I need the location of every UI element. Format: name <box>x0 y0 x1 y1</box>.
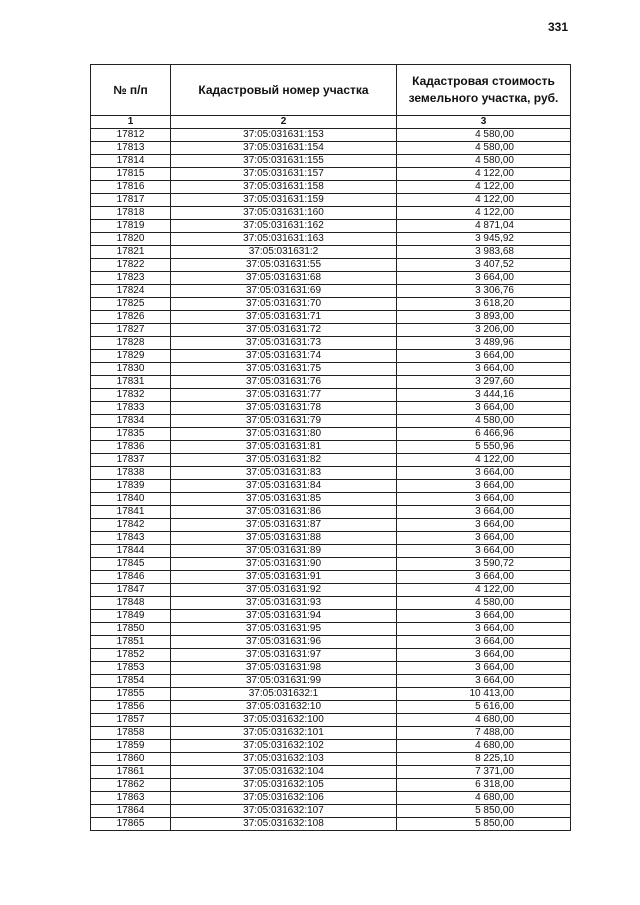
cadastral-number-cell: 37:05:031631:163 <box>171 233 397 246</box>
row-number-cell: 17824 <box>91 285 171 298</box>
cadastral-value-cell: 4 122,00 <box>397 454 571 467</box>
row-number-cell: 17853 <box>91 662 171 675</box>
row-number-cell: 17856 <box>91 701 171 714</box>
table-row <box>91 571 571 584</box>
row-number-cell: 17826 <box>91 311 171 324</box>
cadastral-value-cell: 3 664,00 <box>397 350 571 363</box>
table-row <box>91 233 571 246</box>
row-number-cell: 17841 <box>91 506 171 519</box>
cadastral-number-cell: 37:05:031631:155 <box>171 155 397 168</box>
page-number: 331 <box>548 20 569 34</box>
row-number-cell: 17823 <box>91 272 171 285</box>
cadastral-number-cell: 37:05:031631:81 <box>171 441 397 454</box>
row-number-cell: 17837 <box>91 454 171 467</box>
table-row <box>91 675 571 688</box>
row-number-cell: 17854 <box>91 675 171 688</box>
cadastral-number-cell: 37:05:031631:86 <box>171 506 397 519</box>
table-row <box>91 493 571 506</box>
table-row <box>91 740 571 753</box>
cadastral-value-cell: 3 444,16 <box>397 389 571 402</box>
table-row <box>91 168 571 181</box>
row-number-cell: 17855 <box>91 688 171 701</box>
row-number-cell: 17842 <box>91 519 171 532</box>
cadastral-value-cell: 3 664,00 <box>397 519 571 532</box>
table-row <box>91 623 571 636</box>
row-number-cell: 17857 <box>91 714 171 727</box>
column-index: 1 <box>91 116 171 129</box>
cadastral-value-cell: 4 580,00 <box>397 597 571 610</box>
table-row <box>91 467 571 480</box>
cadastral-number-cell: 37:05:031631:96 <box>171 636 397 649</box>
table-row <box>91 324 571 337</box>
table-row <box>91 246 571 259</box>
row-number-cell: 17827 <box>91 324 171 337</box>
table-row <box>91 363 571 376</box>
row-number-cell: 17818 <box>91 207 171 220</box>
table-row <box>91 428 571 441</box>
row-number-cell: 17859 <box>91 740 171 753</box>
cadastral-number-cell: 37:05:031632:1 <box>171 688 397 701</box>
row-number-cell: 17861 <box>91 766 171 779</box>
cadastral-value-cell: 4 122,00 <box>397 181 571 194</box>
cadastral-value-cell: 4 580,00 <box>397 415 571 428</box>
cadastral-value-cell: 4 871,04 <box>397 220 571 233</box>
table-row <box>91 610 571 623</box>
cadastral-number-cell: 37:05:031631:158 <box>171 181 397 194</box>
row-number-cell: 17852 <box>91 649 171 662</box>
cadastral-number-cell: 37:05:031632:104 <box>171 766 397 779</box>
cadastral-number-cell: 37:05:031631:79 <box>171 415 397 428</box>
table-row <box>91 415 571 428</box>
column-index: 3 <box>397 116 571 129</box>
row-number-cell: 17822 <box>91 259 171 272</box>
cadastral-number-cell: 37:05:031632:100 <box>171 714 397 727</box>
table-row <box>91 766 571 779</box>
row-number-cell: 17819 <box>91 220 171 233</box>
row-number-cell: 17834 <box>91 415 171 428</box>
cadastral-value-cell: 3 664,00 <box>397 636 571 649</box>
row-number-cell: 17846 <box>91 571 171 584</box>
cadastral-number-cell: 37:05:031632:108 <box>171 818 397 831</box>
table-row <box>91 194 571 207</box>
table-row <box>91 649 571 662</box>
cadastral-number-cell: 37:05:031632:107 <box>171 805 397 818</box>
column-index: 2 <box>171 116 397 129</box>
table-row <box>91 701 571 714</box>
cadastral-value-cell: 6 318,00 <box>397 779 571 792</box>
table-row <box>91 142 571 155</box>
table-row <box>91 298 571 311</box>
cadastral-number-cell: 37:05:031631:159 <box>171 194 397 207</box>
cadastral-value-cell: 3 664,00 <box>397 649 571 662</box>
cadastral-number-cell: 37:05:031631:94 <box>171 610 397 623</box>
row-number-cell: 17858 <box>91 727 171 740</box>
table-row <box>91 337 571 350</box>
column-index-row <box>91 116 571 129</box>
row-number-cell: 17830 <box>91 363 171 376</box>
row-number-cell: 17814 <box>91 155 171 168</box>
cadastral-number-cell: 37:05:031631:72 <box>171 324 397 337</box>
cadastral-number-cell: 37:05:031631:88 <box>171 532 397 545</box>
cadastral-value-cell: 3 407,52 <box>397 259 571 272</box>
header-cadastral-value: Кадастровая стоимость земельного участка, руб. <box>397 65 571 116</box>
cadastral-value-cell: 3 664,00 <box>397 363 571 376</box>
table-row <box>91 129 571 142</box>
table-row <box>91 714 571 727</box>
cadastral-number-cell: 37:05:031632:101 <box>171 727 397 740</box>
table-row <box>91 285 571 298</box>
cadastral-value-cell: 4 680,00 <box>397 792 571 805</box>
table-row <box>91 259 571 272</box>
row-number-cell: 17863 <box>91 792 171 805</box>
cadastral-value-cell: 3 664,00 <box>397 675 571 688</box>
cadastral-value-cell: 4 122,00 <box>397 207 571 220</box>
cadastral-value-cell: 3 664,00 <box>397 480 571 493</box>
cadastral-value-cell: 5 616,00 <box>397 701 571 714</box>
row-number-cell: 17840 <box>91 493 171 506</box>
cadastral-value-cell: 10 413,00 <box>397 688 571 701</box>
table-row <box>91 311 571 324</box>
row-number-cell: 17848 <box>91 597 171 610</box>
row-number-cell: 17828 <box>91 337 171 350</box>
cadastral-number-cell: 37:05:031632:106 <box>171 792 397 805</box>
cadastral-value-cell: 3 590,72 <box>397 558 571 571</box>
cadastral-value-table <box>90 64 571 831</box>
table-row <box>91 558 571 571</box>
table-row <box>91 155 571 168</box>
table-row <box>91 376 571 389</box>
row-number-cell: 17838 <box>91 467 171 480</box>
row-number-cell: 17812 <box>91 129 171 142</box>
cadastral-number-cell: 37:05:031631:98 <box>171 662 397 675</box>
table-row <box>91 636 571 649</box>
table-row <box>91 532 571 545</box>
cadastral-value-cell: 3 664,00 <box>397 623 571 636</box>
cadastral-value-cell: 3 945,92 <box>397 233 571 246</box>
cadastral-value-cell: 3 664,00 <box>397 610 571 623</box>
table-row <box>91 207 571 220</box>
row-number-cell: 17836 <box>91 441 171 454</box>
cadastral-number-cell: 37:05:031631:80 <box>171 428 397 441</box>
table-row <box>91 818 571 831</box>
cadastral-value-cell: 3 664,00 <box>397 532 571 545</box>
cadastral-value-cell: 4 580,00 <box>397 155 571 168</box>
row-number-cell: 17839 <box>91 480 171 493</box>
row-number-cell: 17825 <box>91 298 171 311</box>
cadastral-number-cell: 37:05:031631:160 <box>171 207 397 220</box>
cadastral-number-cell: 37:05:031631:157 <box>171 168 397 181</box>
table-row <box>91 753 571 766</box>
cadastral-number-cell: 37:05:031631:87 <box>171 519 397 532</box>
row-number-cell: 17817 <box>91 194 171 207</box>
row-number-cell: 17831 <box>91 376 171 389</box>
cadastral-value-cell: 7 488,00 <box>397 727 571 740</box>
table-row <box>91 350 571 363</box>
cadastral-number-cell: 37:05:031631:70 <box>171 298 397 311</box>
cadastral-number-cell: 37:05:031631:99 <box>171 675 397 688</box>
cadastral-value-cell: 3 306,76 <box>397 285 571 298</box>
cadastral-value-cell: 3 664,00 <box>397 571 571 584</box>
cadastral-number-cell: 37:05:031631:91 <box>171 571 397 584</box>
header-cadastral-number: Кадастровый номер участка <box>171 65 397 116</box>
cadastral-number-cell: 37:05:031632:102 <box>171 740 397 753</box>
cadastral-value-cell: 6 466,96 <box>397 428 571 441</box>
cadastral-value-cell: 3 206,00 <box>397 324 571 337</box>
cadastral-value-cell: 3 983,68 <box>397 246 571 259</box>
cadastral-number-cell: 37:05:031631:97 <box>171 649 397 662</box>
cadastral-value-cell: 5 850,00 <box>397 818 571 831</box>
table-row <box>91 805 571 818</box>
cadastral-number-cell: 37:05:031631:90 <box>171 558 397 571</box>
cadastral-value-cell: 8 225,10 <box>397 753 571 766</box>
cadastral-number-cell: 37:05:031631:95 <box>171 623 397 636</box>
cadastral-value-cell: 3 489,96 <box>397 337 571 350</box>
table-row <box>91 792 571 805</box>
table-row <box>91 545 571 558</box>
row-number-cell: 17844 <box>91 545 171 558</box>
table-row <box>91 506 571 519</box>
row-number-cell: 17835 <box>91 428 171 441</box>
cadastral-value-cell: 5 550,96 <box>397 441 571 454</box>
table-row <box>91 454 571 467</box>
table-row <box>91 597 571 610</box>
table-row <box>91 480 571 493</box>
cadastral-value-cell: 3 664,00 <box>397 662 571 675</box>
cadastral-value-cell: 3 297,60 <box>397 376 571 389</box>
table-row <box>91 779 571 792</box>
row-number-cell: 17813 <box>91 142 171 155</box>
cadastral-number-cell: 37:05:031631:89 <box>171 545 397 558</box>
row-number-cell: 17829 <box>91 350 171 363</box>
cadastral-value-cell: 3 664,00 <box>397 402 571 415</box>
table-row <box>91 181 571 194</box>
table-body <box>91 129 571 831</box>
cadastral-number-cell: 37:05:031631:85 <box>171 493 397 506</box>
row-number-cell: 17820 <box>91 233 171 246</box>
cadastral-value-cell: 3 664,00 <box>397 506 571 519</box>
cadastral-value-cell: 3 664,00 <box>397 493 571 506</box>
cadastral-value-cell: 4 680,00 <box>397 714 571 727</box>
cadastral-value-cell: 4 680,00 <box>397 740 571 753</box>
table-row <box>91 441 571 454</box>
row-number-cell: 17833 <box>91 402 171 415</box>
row-number-cell: 17815 <box>91 168 171 181</box>
cadastral-number-cell: 37:05:031631:84 <box>171 480 397 493</box>
row-number-cell: 17860 <box>91 753 171 766</box>
cadastral-number-cell: 37:05:031632:103 <box>171 753 397 766</box>
row-number-cell: 17832 <box>91 389 171 402</box>
cadastral-value-cell: 3 893,00 <box>397 311 571 324</box>
cadastral-value-cell: 3 664,00 <box>397 467 571 480</box>
table-header-row <box>91 65 571 116</box>
cadastral-value-cell: 3 618,20 <box>397 298 571 311</box>
cadastral-number-cell: 37:05:031631:2 <box>171 246 397 259</box>
cadastral-number-cell: 37:05:031631:69 <box>171 285 397 298</box>
table-row <box>91 519 571 532</box>
row-number-cell: 17845 <box>91 558 171 571</box>
cadastral-number-cell: 37:05:031631:83 <box>171 467 397 480</box>
cadastral-value-cell: 4 122,00 <box>397 168 571 181</box>
row-number-cell: 17847 <box>91 584 171 597</box>
table-row <box>91 688 571 701</box>
table-row <box>91 272 571 285</box>
cadastral-value-cell: 4 122,00 <box>397 584 571 597</box>
row-number-cell: 17862 <box>91 779 171 792</box>
cadastral-number-cell: 37:05:031631:71 <box>171 311 397 324</box>
row-number-cell: 17821 <box>91 246 171 259</box>
cadastral-number-cell: 37:05:031631:162 <box>171 220 397 233</box>
cadastral-number-cell: 37:05:031631:74 <box>171 350 397 363</box>
cadastral-value-cell: 4 122,00 <box>397 194 571 207</box>
header-row-number: № п/п <box>91 65 171 116</box>
cadastral-number-cell: 37:05:031631:78 <box>171 402 397 415</box>
cadastral-number-cell: 37:05:031631:82 <box>171 454 397 467</box>
cadastral-number-cell: 37:05:031632:10 <box>171 701 397 714</box>
cadastral-value-cell: 3 664,00 <box>397 272 571 285</box>
row-number-cell: 17843 <box>91 532 171 545</box>
row-number-cell: 17850 <box>91 623 171 636</box>
cadastral-number-cell: 37:05:031631:154 <box>171 142 397 155</box>
cadastral-number-cell: 37:05:031631:76 <box>171 376 397 389</box>
table-row <box>91 662 571 675</box>
row-number-cell: 17865 <box>91 818 171 831</box>
cadastral-number-cell: 37:05:031631:68 <box>171 272 397 285</box>
cadastral-value-cell: 3 664,00 <box>397 545 571 558</box>
cadastral-number-cell: 37:05:031632:105 <box>171 779 397 792</box>
table-row <box>91 402 571 415</box>
cadastral-number-cell: 37:05:031631:77 <box>171 389 397 402</box>
table-row <box>91 389 571 402</box>
cadastral-number-cell: 37:05:031631:93 <box>171 597 397 610</box>
cadastral-number-cell: 37:05:031631:73 <box>171 337 397 350</box>
cadastral-number-cell: 37:05:031631:92 <box>171 584 397 597</box>
row-number-cell: 17864 <box>91 805 171 818</box>
cadastral-number-cell: 37:05:031631:153 <box>171 129 397 142</box>
row-number-cell: 17849 <box>91 610 171 623</box>
row-number-cell: 17816 <box>91 181 171 194</box>
cadastral-number-cell: 37:05:031631:55 <box>171 259 397 272</box>
cadastral-value-cell: 7 371,00 <box>397 766 571 779</box>
cadastral-value-cell: 4 580,00 <box>397 142 571 155</box>
table-row <box>91 727 571 740</box>
cadastral-value-cell: 5 850,00 <box>397 805 571 818</box>
row-number-cell: 17851 <box>91 636 171 649</box>
table-row <box>91 584 571 597</box>
cadastral-value-cell: 4 580,00 <box>397 129 571 142</box>
table-row <box>91 220 571 233</box>
cadastral-number-cell: 37:05:031631:75 <box>171 363 397 376</box>
